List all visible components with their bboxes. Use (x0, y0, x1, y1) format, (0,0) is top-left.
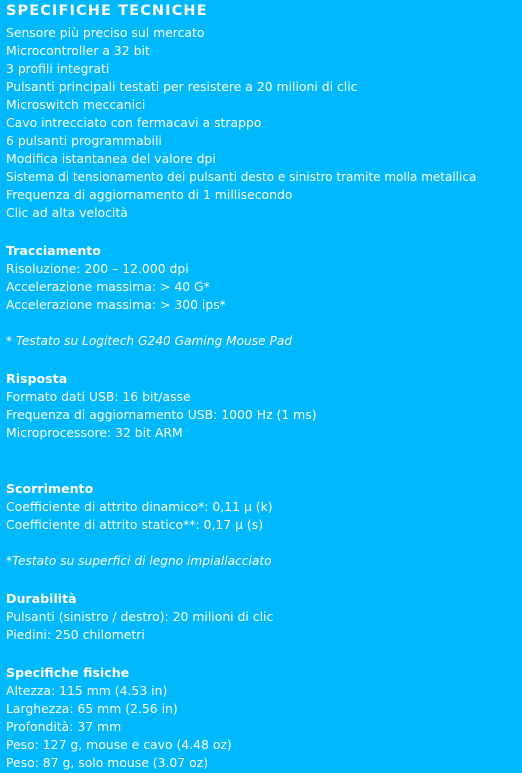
durability-spec: Pulsanti (sinistro / destro): 20 milioni di clic (6, 609, 274, 624)
tracking-footnote: * Testato su Logitech G240 Gaming Mouse Pad (6, 334, 293, 348)
glide-spec: Coefficiente di attrito dinamico*: 0,11 µ (k) (6, 499, 273, 514)
durability-section-title: Durabilità (6, 591, 77, 606)
physical-spec: Profondità: 37 mm (6, 719, 122, 734)
response-spec: Microprocessore: 32 bit ARM (6, 425, 183, 440)
tracking-spec: Accelerazione massima: > 40 G* (6, 279, 210, 294)
glide-footnote: *Testato su superfici di legno impiallacciato (6, 554, 272, 568)
glide-section-title: Scorrimento (6, 481, 94, 496)
feature-item: Microcontroller a 32 bit (6, 43, 150, 58)
feature-item: Frequenza di aggiornamento di 1 millisecondo (6, 187, 293, 202)
physical-spec: Peso: 127 g, mouse e cavo (4.48 oz) (6, 737, 232, 752)
feature-item: 6 pulsanti programmabili (6, 133, 162, 148)
physical-spec: Altezza: 115 mm (4.53 in) (6, 683, 168, 698)
feature-item: Sensore più preciso sul mercato (6, 25, 205, 40)
tracking-section-title: Tracciamento (6, 243, 101, 258)
physical-section-title: Specifiche fisiche (6, 665, 130, 680)
feature-item: 3 profili integrati (6, 61, 110, 76)
durability-spec: Piedini: 250 chilometri (6, 627, 145, 642)
feature-item: Microswitch meccanici (6, 97, 146, 112)
response-spec: Formato dati USB: 16 bit/asse (6, 389, 191, 404)
response-section-title: Risposta (6, 371, 68, 386)
tracking-spec: Risoluzione: 200 – 12.000 dpi (6, 261, 189, 276)
page-title: SPECIFICHE TECNICHE (6, 3, 208, 19)
physical-spec: Peso: 87 g, solo mouse (3.07 oz) (6, 755, 209, 770)
response-spec: Frequenza di aggiornamento USB: 1000 Hz (1 ms) (6, 407, 317, 422)
feature-item: Pulsanti principali testati per resistere a 20 milioni di clic (6, 79, 358, 94)
tracking-spec: Accelerazione massima: > 300 ips* (6, 297, 226, 312)
feature-item: Sistema di tensionamento dei pulsanti desto e sinistro tramite molla metallica (6, 170, 477, 184)
physical-spec: Larghezza: 65 mm (2.56 in) (6, 701, 178, 716)
feature-item: Clic ad alta velocità (6, 205, 128, 220)
feature-item: Modifica istantanea del valore dpi (6, 151, 216, 166)
feature-item: Cavo intrecciato con fermacavi a strappo (6, 115, 262, 130)
glide-spec: Coefficiente di attrito statico**: 0,17 µ (s) (6, 517, 264, 532)
